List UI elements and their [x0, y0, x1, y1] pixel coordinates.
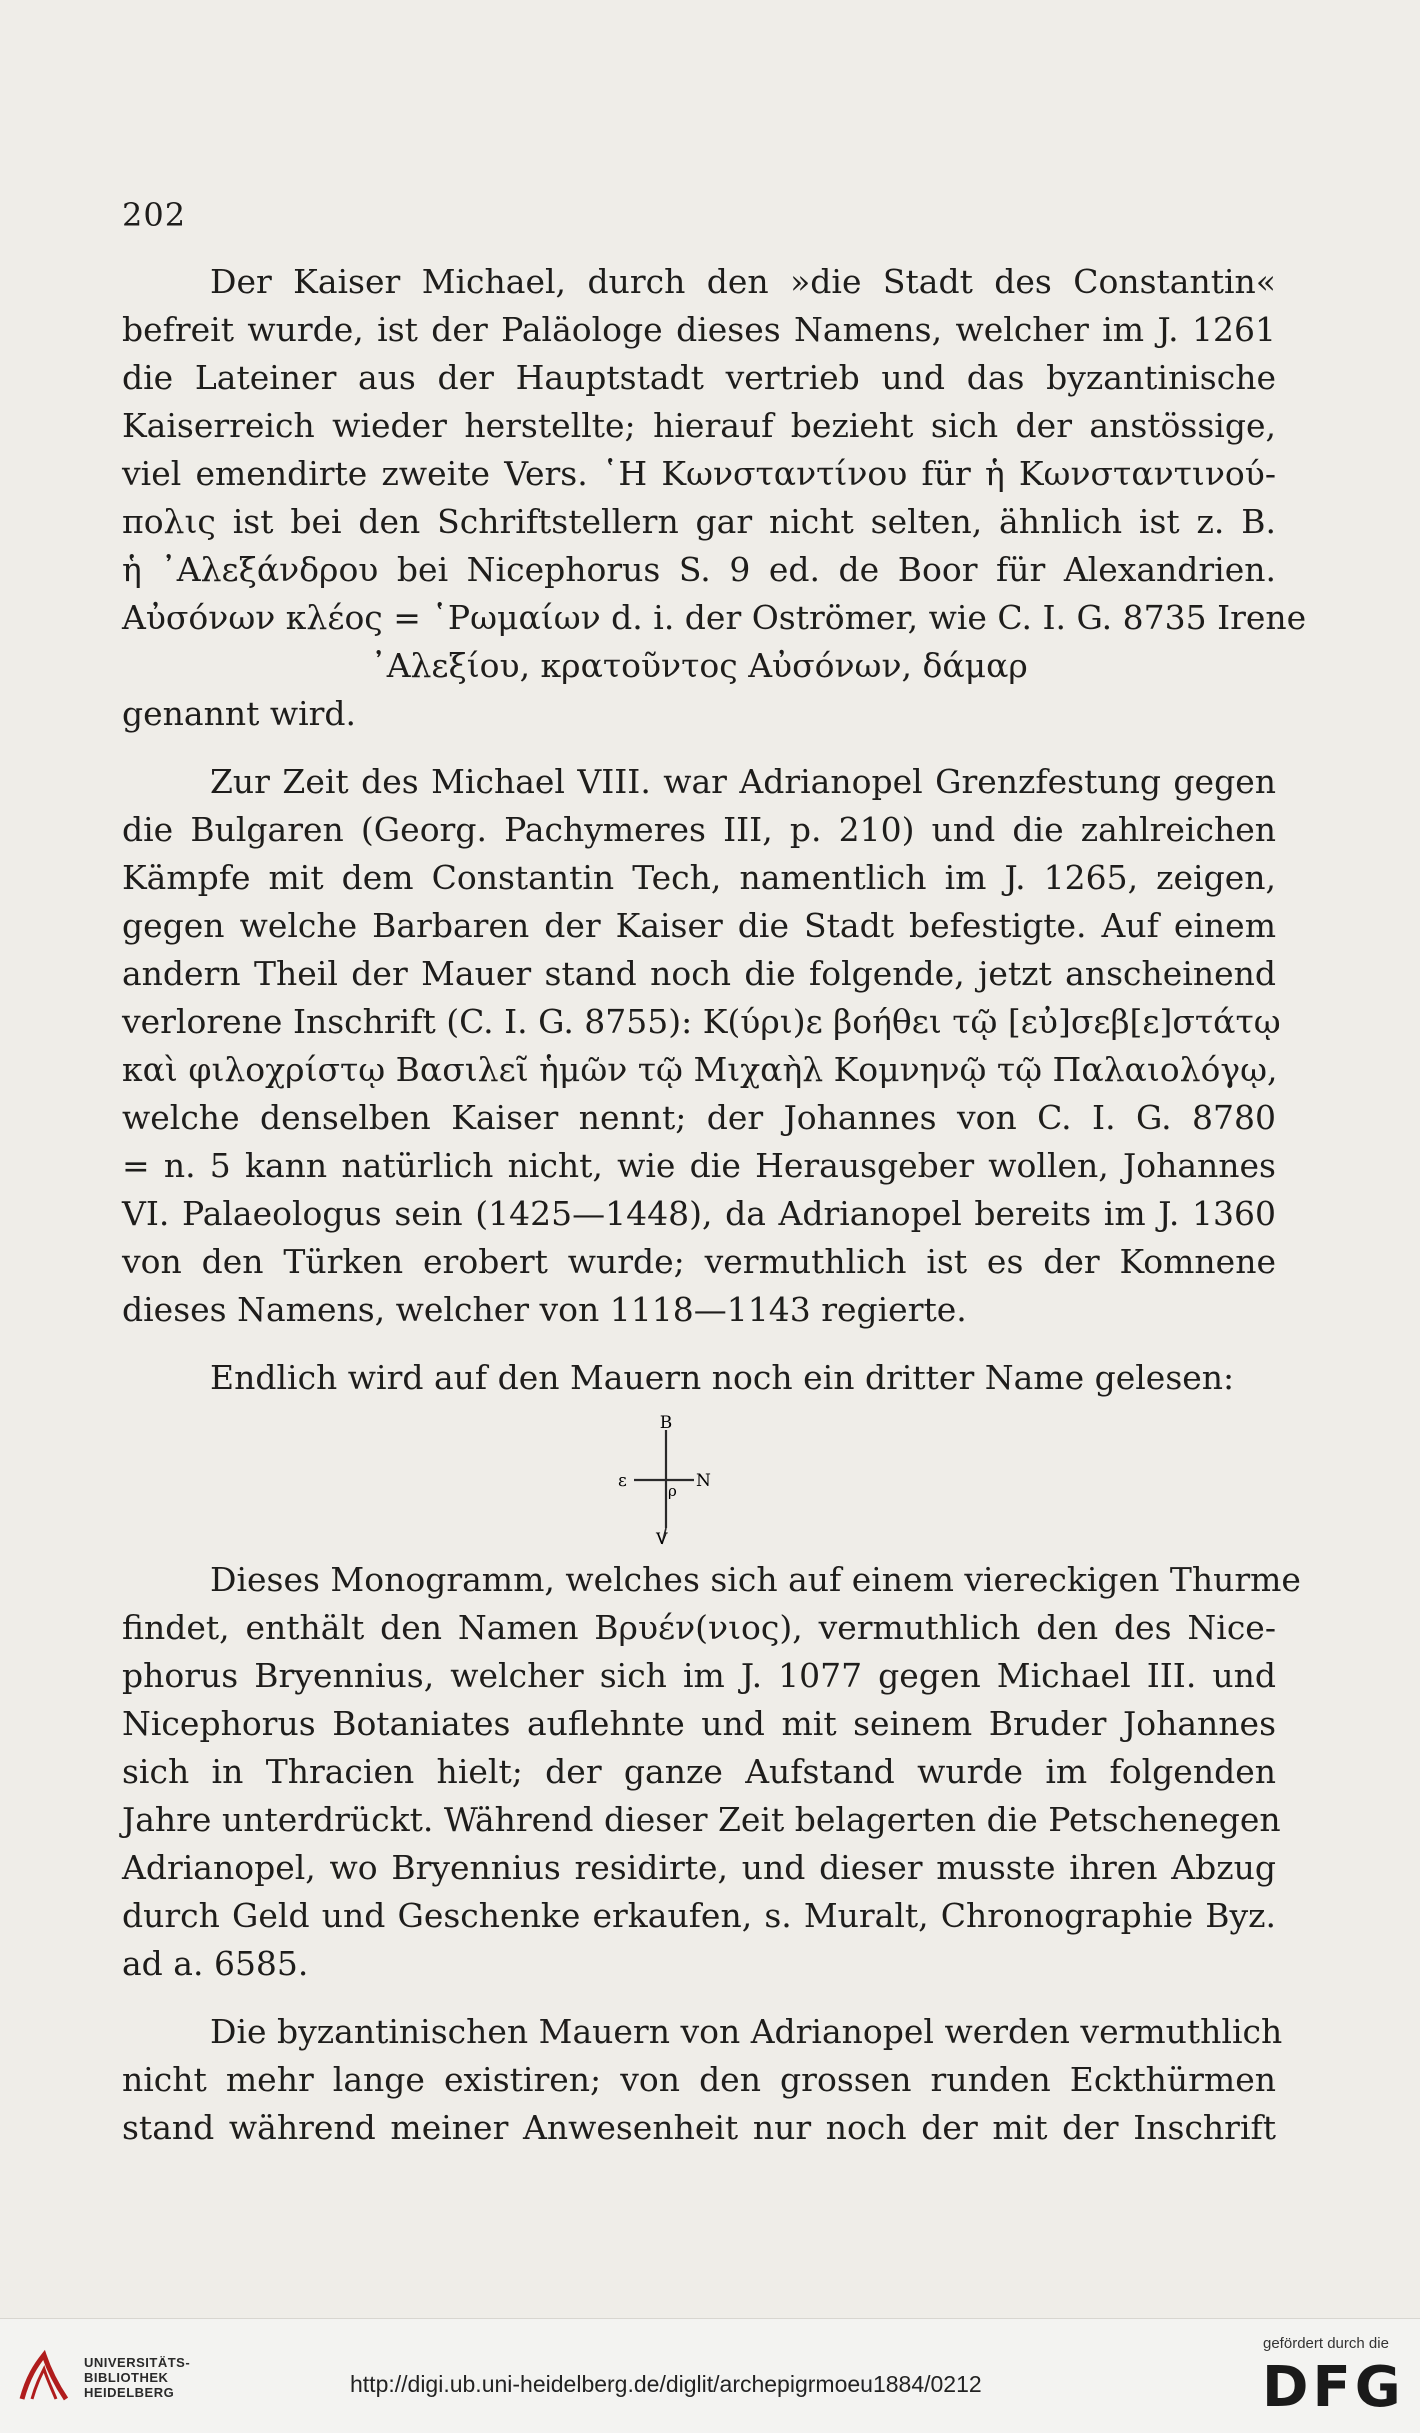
text-line: Kaiserreich wieder herstellte; hierauf bezieht sich der anstössige,	[122, 406, 1276, 445]
text-line: verlorene Inschrift (C. I. G. 8755): Κ(ύρι)ε βοήθει τῷ [εὐ]σεβ[ε]στάτῳ	[122, 1002, 1281, 1041]
text-line: καὶ φιλοχρίστῳ Βασιλεῖ ἡμῶν τῷ Μιχαὴλ Κομνηνῷ τῷ Παλαιολόγῳ,	[122, 1050, 1278, 1089]
text-line: Jahre unterdrückt. Während dieser Zeit belagerten die Petschenegen	[122, 1800, 1281, 1839]
text-line: VI. Palaeologus sein (1425—1448), da Adrianopel bereits im J. 1360	[122, 1194, 1276, 1233]
text-line: = n. 5 kann natürlich nicht, wie die Herausgeber wollen, Johannes	[122, 1146, 1276, 1185]
text-line: ἡ ᾿Αλεξάνδρου bei Nicephorus S. 9 ed. de Boor für Alexandrien.	[122, 550, 1276, 589]
text-line: befreit wurde, ist der Paläologe dieses Namens, welcher im J. 1261	[122, 310, 1276, 349]
library-line: UNIVERSITÄTS-	[84, 2355, 191, 2370]
page-number: 202	[122, 196, 187, 234]
monogram-figure	[122, 1410, 1276, 1550]
paragraph-2	[122, 758, 1281, 1334]
body-text	[122, 258, 1307, 2152]
text-line: Adrianopel, wo Bryennius residirte, und dieser musste ihren Abzug	[122, 1848, 1276, 1887]
text-line: findet, enthält den Namen Βρυέν(νιος), vermuthlich den des Nice-	[122, 1608, 1276, 1647]
library-line: BIBLIOTHEK	[84, 2370, 169, 2385]
monogram-cross-icon	[606, 1410, 726, 1550]
text-line: andern Theil der Mauer stand noch die folgende, jetzt anscheinend	[122, 954, 1276, 993]
text-line: Der Kaiser Michael, durch den »die Stadt des Constantin«	[210, 262, 1276, 301]
text-line: πολις ist bei den Schriftstellern gar nicht selten, ähnlich ist z. B.	[122, 502, 1276, 541]
paragraph-5	[122, 2008, 1283, 2152]
library-logo-text[interactable]	[84, 2355, 190, 2400]
text-line: von den Türken erobert wurde; vermuthlich ist es der Komnene	[122, 1242, 1276, 1281]
funded-by-label: gefördert durch die	[1263, 2335, 1389, 2352]
inscription-quote: ᾿Αλεξίου, κρατοῦντος Αὐσόνων, δάμαρ	[370, 646, 1028, 685]
paragraph-1	[122, 258, 1307, 738]
viewer-footer	[0, 2318, 1420, 2433]
text-line: Zur Zeit des Michael VIII. war Adrianopel Grenzfestung gegen	[210, 762, 1276, 801]
text-line: Dieses Monogramm, welches sich auf einem viereckigen Thurme	[210, 1560, 1301, 1599]
text-line: die Bulgaren (Georg. Pachymeres III, p. 210) und die zahlreichen	[122, 810, 1276, 849]
text-line: Nicephorus Botaniates auflehnte und mit seinem Bruder Johannes	[122, 1704, 1276, 1743]
paragraph-3: Endlich wird auf den Mauern noch ein dritter Name gelesen:	[210, 1358, 1235, 1397]
library-line: HEIDELBERG	[84, 2385, 175, 2400]
text-line: gegen welche Barbaren der Kaiser die Stadt befestigte. Auf einem	[122, 906, 1276, 945]
text-line: dieses Namens, welcher von 1118—1143 regierte.	[122, 1290, 967, 1329]
dfg-logo[interactable]: DFG	[1262, 2355, 1405, 2420]
text-line: Die byzantinischen Mauern von Adrianopel werden vermuthlich	[210, 2012, 1283, 2051]
monogram-top-letter: B	[659, 1413, 673, 1433]
text-line: ad a. 6585.	[122, 1944, 309, 1983]
text-line: nicht mehr lange existiren; von den grossen runden Eckthürmen	[122, 2060, 1276, 2099]
text-line: welche denselben Kaiser nennt; der Johannes von C. I. G. 8780	[122, 1098, 1276, 1137]
text-line: stand während meiner Anwesenheit nur noch der mit der Inschrift	[122, 2108, 1276, 2147]
text-line: durch Geld und Geschenke erkaufen, s. Muralt, Chronographie Byz.	[122, 1896, 1276, 1935]
text-line: die Lateiner aus der Hauptstadt vertrieb und das byzantinische	[122, 358, 1276, 397]
monogram-bottom-letter: V	[656, 1529, 668, 1548]
monogram-left-letter: ε	[618, 1471, 627, 1491]
text-line: viel emendirte zweite Vers. ῾Η Κωνσταντίνου für ἡ Κωνσταντινού-	[122, 454, 1276, 493]
text-line: sich in Thracien hielt; der ganze Aufstand wurde im folgenden	[122, 1752, 1276, 1791]
paragraph-4	[122, 1556, 1301, 1988]
text-line: phorus Bryennius, welcher sich im J. 1077 gegen Michael III. und	[122, 1656, 1276, 1695]
text-line: genannt wird.	[122, 694, 357, 733]
monogram-center-letter: ρ	[668, 1482, 677, 1500]
university-seal-icon	[14, 2347, 74, 2407]
monogram-right-letter: N	[696, 1471, 711, 1491]
permalink-url[interactable]: http://digi.ub.uni-heidelberg.de/diglit/archepigrmoeu1884/0212	[350, 2371, 982, 2397]
text-line: Αὐσόνων κλέος = ῾Ρωμαίων d. i. der Oströmer, wie C. I. G. 8735 Irene	[122, 598, 1307, 637]
text-line: Kämpfe mit dem Constantin Tech, namentlich im J. 1265, zeigen,	[122, 858, 1276, 897]
